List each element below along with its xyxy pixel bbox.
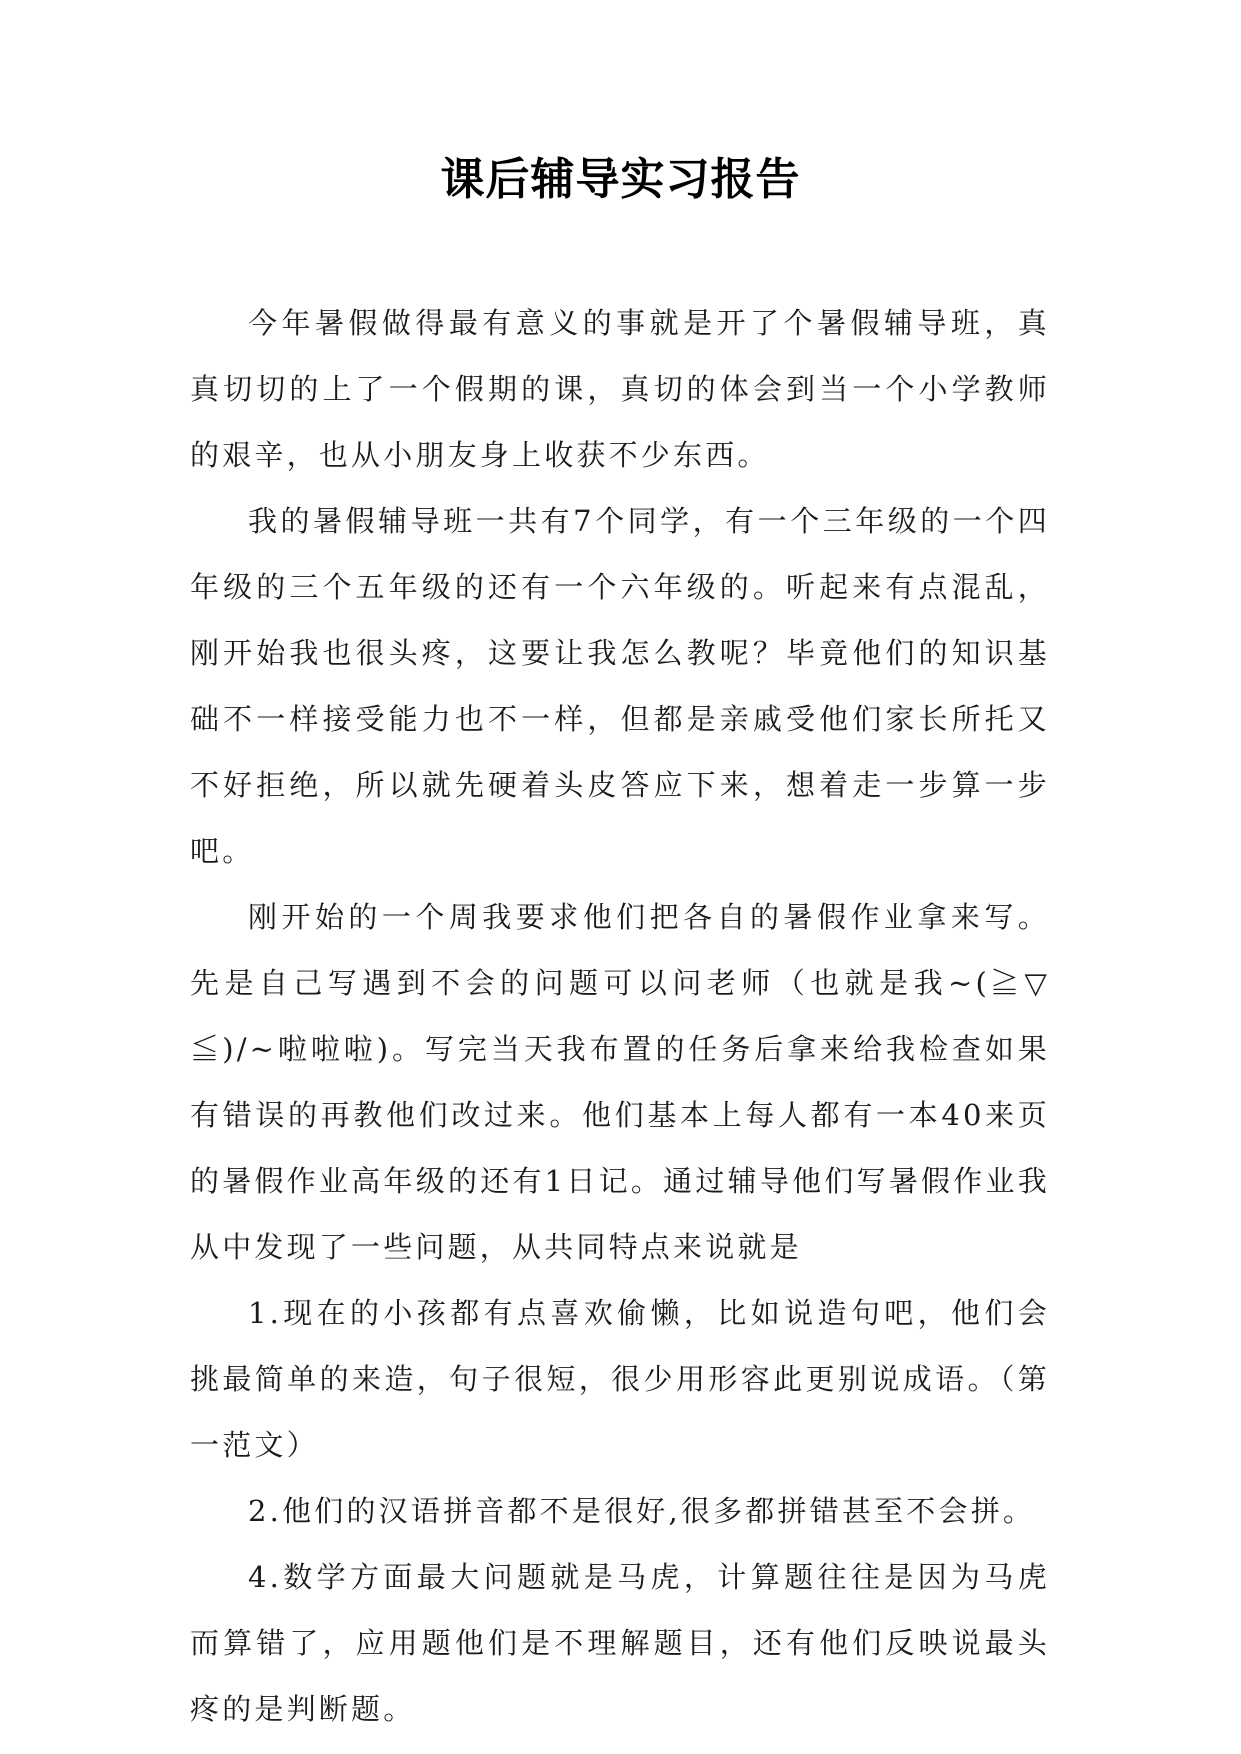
paragraph-intro: 今年暑假做得最有意义的事就是开了个暑假辅导班，真真切切的上了一个假期的课，真切的体会到当一个小学教师的艰辛，也从小朋友身上收获不少东西。	[190, 306, 1050, 472]
paragraph-first-week: 刚开始的一个周我要求他们把各自的暑假作业拿来写。先是自己写遇到不会的问题可以问老师（也就是我~(≧▽≦)/~啦啦啦)。写完当天我布置的任务后拿来给我检查如果有错误的再教他们改过来。他们基本上每人都有一本40来页的暑假作业高年级的还有1日记。通过辅导他们写暑假作业我从中发现了一些问题，从共同特点来说就是	[190, 900, 1050, 1264]
paragraph-issue-1: 1.现在的小孩都有点喜欢偷懒，比如说造句吧，他们会挑最简单的来造，句子很短，很少用形容此更别说成语。（第一范文）	[190, 1296, 1050, 1462]
document-body	[190, 290, 1050, 1742]
paragraph-class-overview: 我的暑假辅导班一共有7个同学，有一个三年级的一个四年级的三个五年级的还有一个六年级的。听起来有点混乱，刚开始我也很头疼，这要让我怎么教呢？毕竟他们的知识基础不一样接受能力也不一样，但都是亲戚受他们家长所托又不好拒绝，所以就先硬着头皮答应下来，想着走一步算一步吧。	[190, 504, 1050, 868]
paragraph-issue-2: 2.他们的汉语拼音都不是很好,很多都拼错甚至不会拼。	[248, 1494, 1036, 1528]
paragraph-issue-4: 4.数学方面最大问题就是马虎，计算题往往是因为马虎而算错了，应用题他们是不理解题目，还有他们反映说最头疼的是判断题。	[190, 1560, 1050, 1726]
document-title: 课后辅导实习报告	[440, 154, 801, 205]
